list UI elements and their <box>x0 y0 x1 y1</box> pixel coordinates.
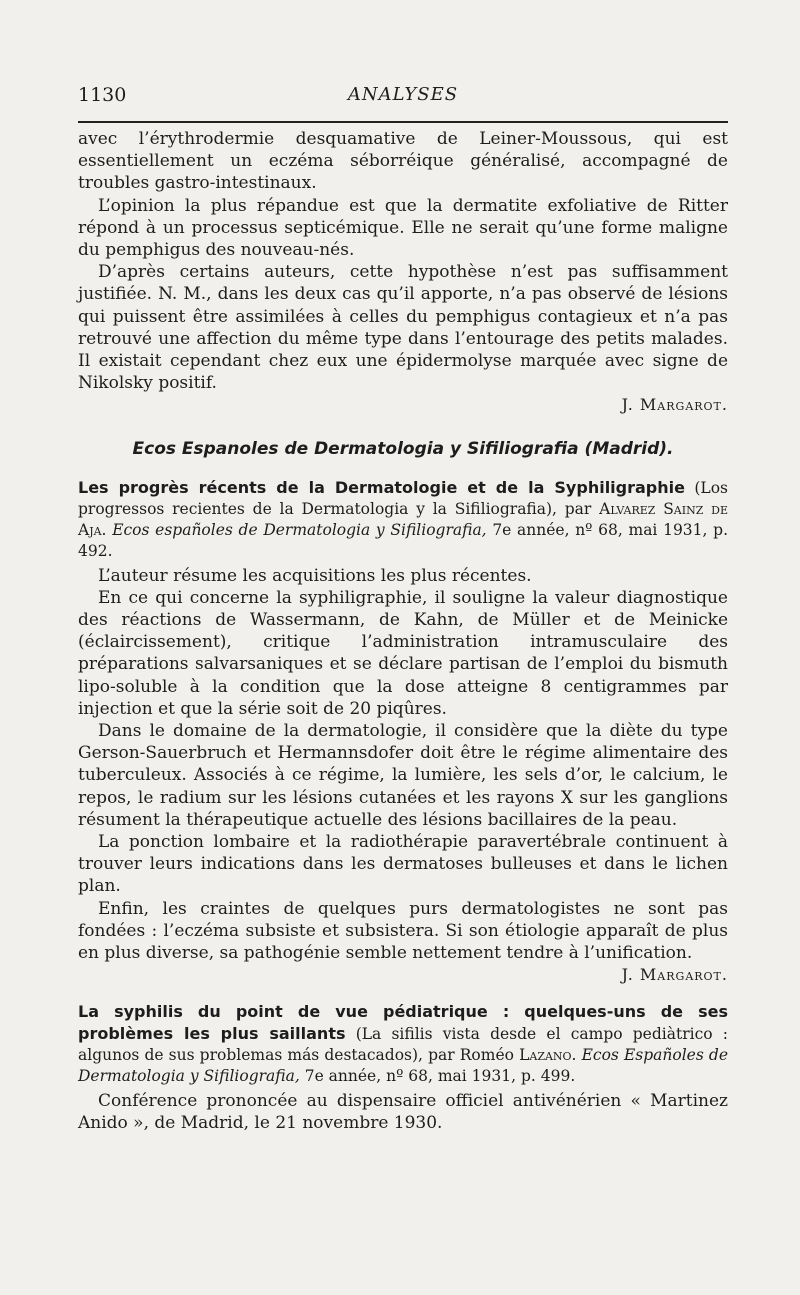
article-1-journal: Ecos españoles de Dermatologia y Sifiliografia, <box>112 520 487 539</box>
article-2-paragraph-1: Conférence prononcée au dispensaire officiel antivénérien « Martinez Anido », de Madrid, le 21 novembre 1930. <box>78 1090 728 1133</box>
article-1-paragraph-5: Enfin, les craintes de quelques purs dermatologistes ne sont pas fondées : l’eczéma subsiste et subsistera. Si son étiologie apparaît de plus en plus diverse, sa pathogénie semble nettement tendre à l’unification. <box>78 898 728 964</box>
page-number: 1130 <box>78 84 127 106</box>
article-1-author: Alvarez Sainz de Aja. <box>78 499 728 539</box>
article-1-paragraph-4: La ponction lombaire et la radiothérapie paravertébrale continuent à trouver leurs indications dans les dermatoses bulleuses et dans le lichen plan. <box>78 832 728 897</box>
page-header <box>78 84 728 108</box>
article-1-header <box>78 477 728 562</box>
header-rule <box>78 121 728 123</box>
article-2-title: La syphilis du point de vue pédiatrique : quelques-uns de ses problèmes les plus saillants <box>78 1001 728 1043</box>
journal-heading: Ecos Espanoles de Dermatologia y Sifiliografia (Madrid). <box>132 438 674 459</box>
continuation-paragraph-2: L’opinion la plus répandue est que la dermatite exfoliative de Ritter répond à un processus septicémique. Elle ne serait qu’une forme maligne du pemphigus des nouveau-nés. <box>78 195 728 261</box>
article-2-header <box>78 1001 728 1087</box>
continuation-paragraph-3: D’après certains auteurs, cette hypothèse n’est pas suffisamment justifiée. N. M., dans les deux cas qu’il apporte, n’a pas observé de lésions qui puissent être assimilées à celles du pemphigus contagieux et n’a pas retrouvé une affection du même type dans l’entourage des petits malades. Il existait cependant chez eux une épidermolyse marquée avec signe de Nikolsky positif. <box>78 262 728 394</box>
article-1-title-es: (Los progressos recientes de la Dermatologia y la Sifiliografia), par <box>78 478 728 518</box>
signature: J. Margarot. <box>621 965 728 985</box>
article-1-paragraph-1: L’auteur résume les acquisitions les plus récentes. <box>98 565 532 586</box>
article-1-title: Les progrès récents de la Dermatologie et de la Syphiligraphie <box>78 477 685 497</box>
article-2-details: 7e année, nº 68, mai 1931, p. 499. <box>304 1066 576 1085</box>
running-title: ANALYSES <box>347 84 459 105</box>
text-column <box>78 128 728 1134</box>
continuation-paragraph-1: avec l’érythrodermie desquamative de Leiner-Moussous, qui est essentiellement un eczéma séborréique généralisé, accompagné de troubles gastro-intestinaux. <box>78 129 728 194</box>
article-1-paragraph-3: Dans le domaine de la dermatologie, il considère que la diète du type Gerson-Sauerbruch et Hermannsdofer doit être le régime alimentaire des tuberculeux. Associés à ce régime, la lumière, les sels d’or, le calcium, le repos, le radium sur les lésions cutanées et les rayons X sur les ganglions résument la thérapeutique actuelle des lésions bacillaires de la peau. <box>78 721 728 830</box>
article-1-paragraph-2: En ce qui concerne la syphiligraphie, il souligne la valeur diagnostique des réactions de Wassermann, de Kahn, de Müller et de Meinicke (éclaircissement), critique l’administration intramusculaire des préparations salvarsaniques et se déclare partisan de l’emploi du bismuth lipo-soluble à la condition que la dose atteigne 8 centigrammes par injection et que la série soit de 20 piqûres. <box>78 587 728 719</box>
article-1-details: 7e année, nº 68, mai 1931, p. 492. <box>78 520 728 560</box>
signature: J. Margarot. <box>621 395 728 415</box>
article-2-author: Lazano. <box>519 1045 577 1064</box>
article-2-title-es: (La sifilis vista desde el campo pediàtrico : algunos de sus problemas más destacados), par Roméo <box>78 1024 728 1064</box>
article-2-journal: Ecos Españoles de Dermatologia y Sifiliografia, <box>78 1045 729 1085</box>
